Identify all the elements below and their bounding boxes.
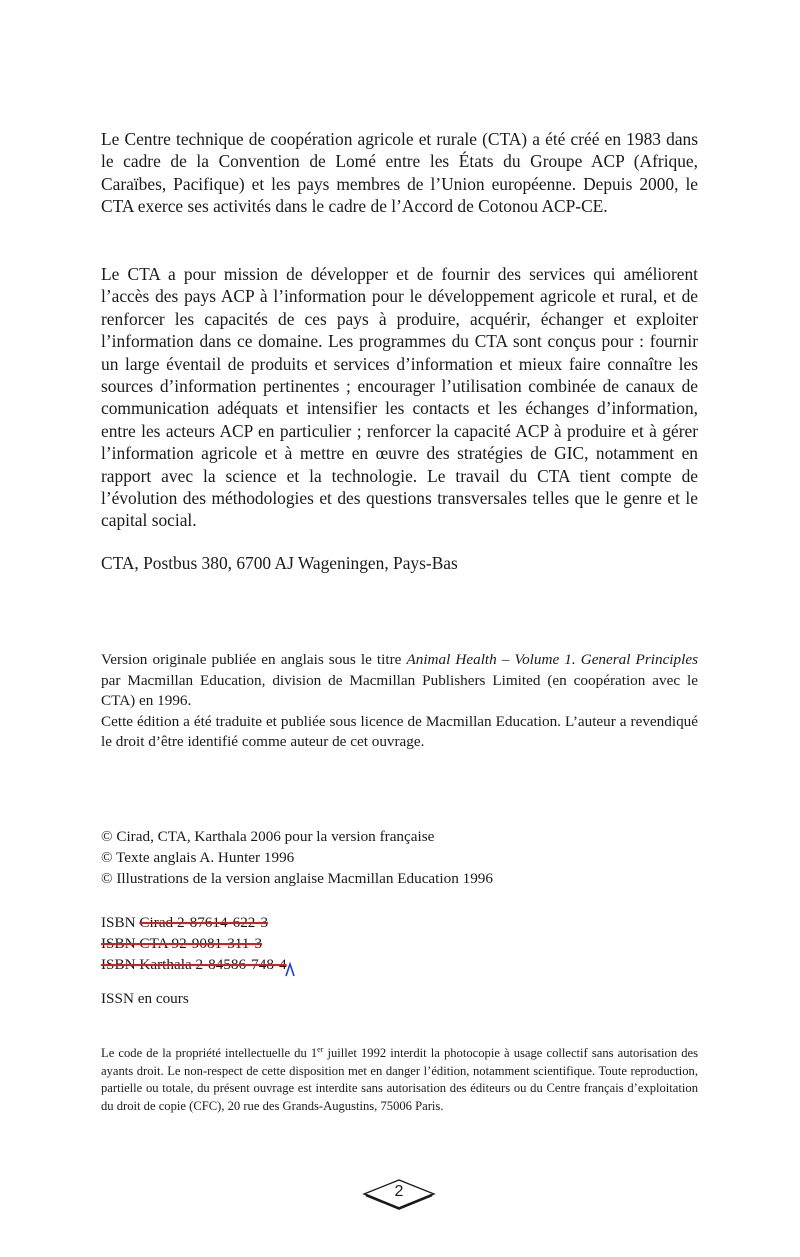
license-note: Cette édition a été traduite et publiée sous licence de Macmillan Education. L’auteur a revendiqué le droit d’être identifié comme auteur de cet ouvrage. <box>101 712 698 750</box>
paragraph-cta-history: Le Centre technique de coopération agricole et rurale (CTA) a été créé en 1983 dans le cadre de la Convention de Lomé entre les États du Groupe ACP (Afrique, Caraïbes, Pacifique) et les pays membres de l’Union européenne. Depuis 2000, le CTA exerce ses activités dans le cadre de l’Accord de Cotonou ACP-CE. <box>101 129 698 217</box>
isbn-list <box>101 912 698 977</box>
cta-address: CTA, Postbus 380, 6700 AJ Wageningen, Pays-Bas <box>101 553 458 573</box>
paragraph-cta-mission: Le CTA a pour mission de développer et de fournir des services qui améliorent l’accès des pays ACP à l’information pour le développement agricole et rural, et de renforcer les capacités de ces pays à produire, acquérir, échanger et exploiter l’information dans ce domaine. Les programmes du CTA sont conçus pour : fournir un large éventail de produits et services d’information et mieux faire connaître les sources d’information pertinentes ; encourager l’utilisation combinée de canaux de communication adéquats et intensifier les contacts et les échanges d’information, entre les acteurs ACP en particulier ; renforcer la capacité ACP à produire et à gérer l’information agricole et à mettre en œuvre des stratégies de GIC, notamment en rapport avec la science et la technologie. Le travail du CTA tient compte de l’évolution des méthodologies et des questions transversales telles que le genre et le capital social. <box>101 264 698 531</box>
legal-text-rest: juillet 1992 interdit la photocopie à usage collectif sans autorisation des ayants droit. Le non-respect de cette disposition met en danger l’édition, notamment scientifique. Toute reproduction, partielle ou totale, du présent ouvrage est interdite sans autorisation des éditeurs ou du Centre français d’exploitation du droit de copie (CFC), 20 rue des Grands-Augustins, 75006 Paris. <box>101 1046 699 1113</box>
isbn-karthala-struck: ISBN Karthala 2-84586-748-4 <box>101 956 287 973</box>
original-version-prefix: Version originale publiée en anglais sous le titre <box>101 651 407 668</box>
isbn-line-cta <box>101 933 698 954</box>
copyright-line: © Cirad, CTA, Karthala 2006 pour la version française <box>101 828 435 845</box>
copyright-list <box>101 826 698 889</box>
page-number-badge <box>362 1178 436 1210</box>
legal-text-start: Le code de la propriété intellectuelle du 1 <box>101 1046 318 1060</box>
isbn-label: ISBN <box>101 914 140 931</box>
legal-notice <box>101 1045 698 1115</box>
isbn-line-karthala <box>101 954 698 977</box>
legal-superscript: er <box>317 1044 324 1054</box>
original-title: Animal Health – Volume 1. General Principles <box>406 651 698 668</box>
insertion-caret-icon <box>285 961 295 977</box>
original-version-note <box>101 650 698 753</box>
copyright-line: © Texte anglais A. Hunter 1996 <box>101 849 295 866</box>
copyright-line: © Illustrations de la version anglaise Macmillan Education 1996 <box>101 870 493 887</box>
page-number: 2 <box>394 1183 404 1200</box>
isbn-cirad-struck: Cirad 2-87614-622-3 <box>139 914 269 931</box>
isbn-line-cirad <box>101 912 698 933</box>
isbn-cta-struck: ISBN CTA 92-9081-311-3 <box>101 935 263 952</box>
original-version-suffix: par Macmillan Education, division de Macmillan Publishers Limited (en coopération avec le CTA) en 1996. <box>101 671 698 709</box>
issn-line: ISSN en cours <box>101 990 189 1007</box>
